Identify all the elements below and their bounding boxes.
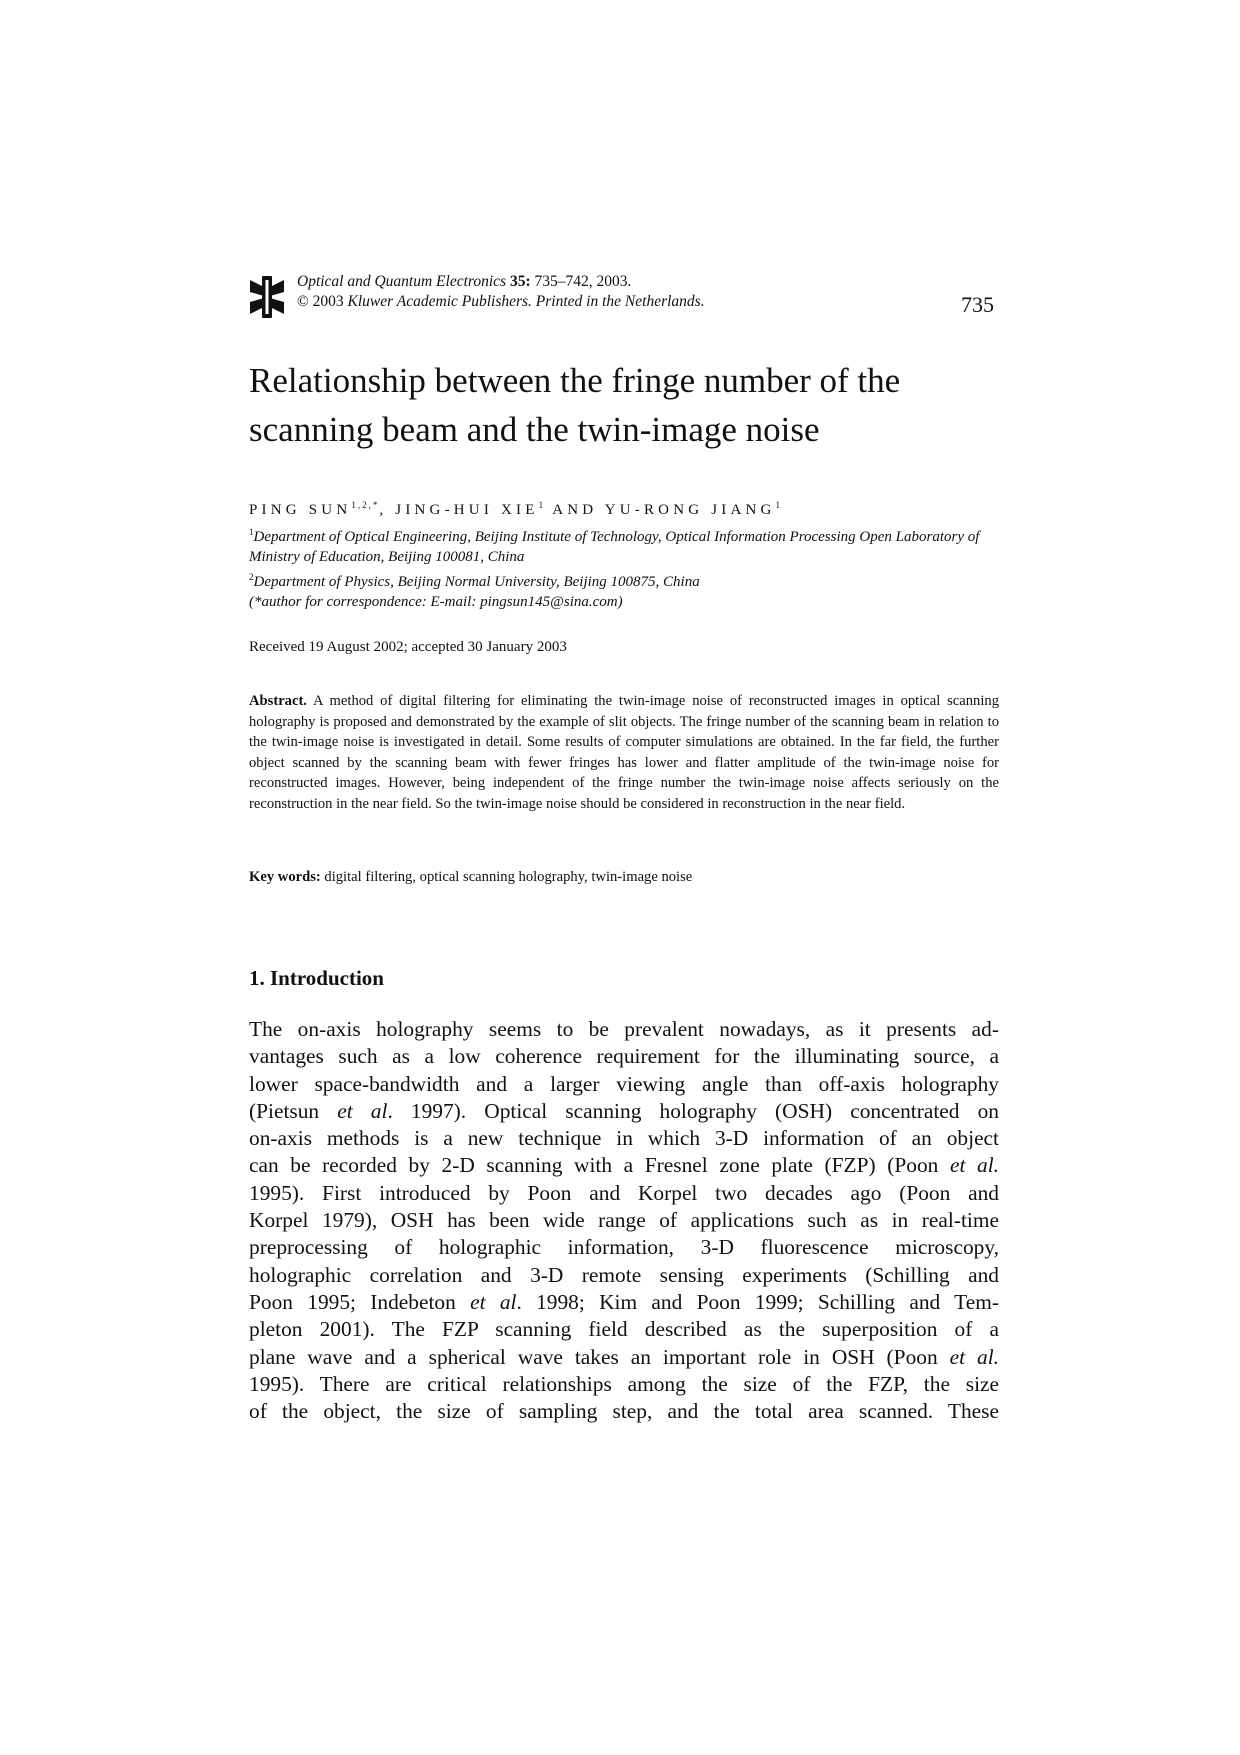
title-line-2: scanning beam and the twin-image noise (249, 410, 820, 449)
citation-et-al: et al. (949, 1344, 999, 1369)
abstract-text: A method of digital filtering for eliminating the twin-image noise of reconstructed images in optical scanning holography is proposed and demonstrated by the example of slit objects. The fringe number of the scanning beam in relation to the twin-image noise is investigated in detail. Some results of computer simulations are obtained. In the far field, the further object scanned by the scanning beam with fewer fringes has lower and flatter amplitude of the twin-image noise for reconstructed images. However, being independent of the fringe number the twin-image noise affects seriously on the reconstruction in the near field. So the twin-image noise should be considered in reconstruction in the near field. (249, 693, 1000, 812)
journal-pages-year: 735–742, 2003. (534, 273, 632, 290)
citation-et-al: et al. (949, 1153, 999, 1178)
citation-et-al: et al (337, 1098, 388, 1123)
author-1: PING SUN (249, 502, 352, 518)
affiliations (249, 522, 999, 612)
author-separator: , (379, 502, 396, 518)
publisher-logo-icon (248, 276, 286, 318)
intro-line (249, 1344, 999, 1371)
intro-line (249, 1289, 999, 1316)
publisher-line: Kluwer Academic Publishers. Printed in the Netherlands. (347, 293, 705, 310)
intro-line: of the object, the size of sampling step, and the total area scanned. These (249, 1399, 999, 1424)
section-heading: 1. Introduction (249, 966, 384, 990)
author-2: JING-HUI XIE (395, 502, 539, 518)
affiliation-2-mark: 2 (249, 572, 254, 582)
intro-text: can be recorded by 2-D scanning with a Fresnel zone plate (FZP) (Poon (249, 1153, 950, 1178)
journal-citation (297, 272, 705, 312)
author-3: YU-RONG JIANG (604, 502, 776, 518)
title-line-1: Relationship between the fringe number of the (249, 361, 901, 400)
intro-line: preprocessing of holographic information, 3-D fluorescence microscopy, (249, 1235, 999, 1260)
journal-volume: 35: (509, 273, 531, 290)
author-and: AND (545, 502, 605, 518)
keywords-text: digital filtering, optical scanning holography, twin-image noise (324, 869, 693, 885)
affiliation-1-mark: 1 (249, 527, 254, 537)
affiliation-2-text: Department of Physics, Beijing Normal University, Beijing 100875, China (253, 574, 700, 590)
author-3-affil-marks: 1 (775, 500, 783, 510)
correspondence-note: (*author for correspondence: E-mail: pingsun145@sina.com) (249, 594, 623, 610)
intro-line: vantages such as a low coherence requirement for the illuminating source, a (249, 1044, 999, 1069)
intro-line (249, 1098, 999, 1125)
author-1-affil-marks: 1,2,* (351, 500, 380, 510)
journal-name: Optical and Quantum Electronics (297, 273, 507, 290)
received-dates: Received 19 August 2002; accepted 30 January 2003 (249, 639, 567, 655)
abstract-label: Abstract. (249, 693, 307, 709)
intro-line: on-axis methods is a new technique in which 3-D information of an object (249, 1126, 999, 1151)
page-number: 735 (961, 292, 994, 317)
introduction-body (249, 1016, 999, 1425)
copyright-symbol: © (297, 293, 309, 310)
intro-text: . 1997). Optical scanning holography (OSH) concentrated on (387, 1098, 999, 1123)
citation-et-al: et al (470, 1289, 517, 1314)
author-list (249, 500, 782, 519)
paper-title (249, 356, 1009, 454)
intro-line: lower space-bandwidth and a larger viewing angle than off-axis holography (249, 1071, 999, 1096)
intro-line: pleton 2001). The FZP scanning field described as the superposition of a (249, 1317, 999, 1342)
affiliation-1 (249, 522, 999, 567)
keywords-label: Key words: (249, 869, 321, 885)
intro-line: 1995). First introduced by Poon and Korpel two decades ago (Poon and (249, 1180, 999, 1205)
abstract (249, 691, 999, 815)
author-2-affil-marks: 1 (538, 500, 546, 510)
affiliation-2 (249, 567, 999, 592)
copyright-year: 2003 (312, 293, 344, 310)
intro-text: Poon 1995; Indebeton (249, 1289, 471, 1314)
intro-line: holographic correlation and 3-D remote sensing experiments (Schilling and (249, 1262, 999, 1287)
intro-text: plane wave and a spherical wave takes an important role in OSH (Poon (249, 1344, 950, 1369)
intro-line: The on-axis holography seems to be prevalent nowadays, as it presents ad- (249, 1017, 999, 1041)
intro-line: Korpel 1979), OSH has been wide range of applications such as in real-time (249, 1208, 999, 1233)
keywords (249, 869, 692, 886)
intro-line: 1995). There are critical relationships among the size of the FZP, the size (249, 1371, 999, 1396)
intro-text: . 1998; Kim and Poon 1999; Schilling and Tem- (516, 1289, 999, 1314)
affiliation-1-text: Department of Optical Engineering, Beijing Institute of Technology, Optical Information Processing Open Laboratory of Ministry of Education, Beijing 100081, China (249, 529, 980, 565)
intro-line (249, 1152, 999, 1179)
intro-text: (Pietsun (249, 1098, 338, 1123)
